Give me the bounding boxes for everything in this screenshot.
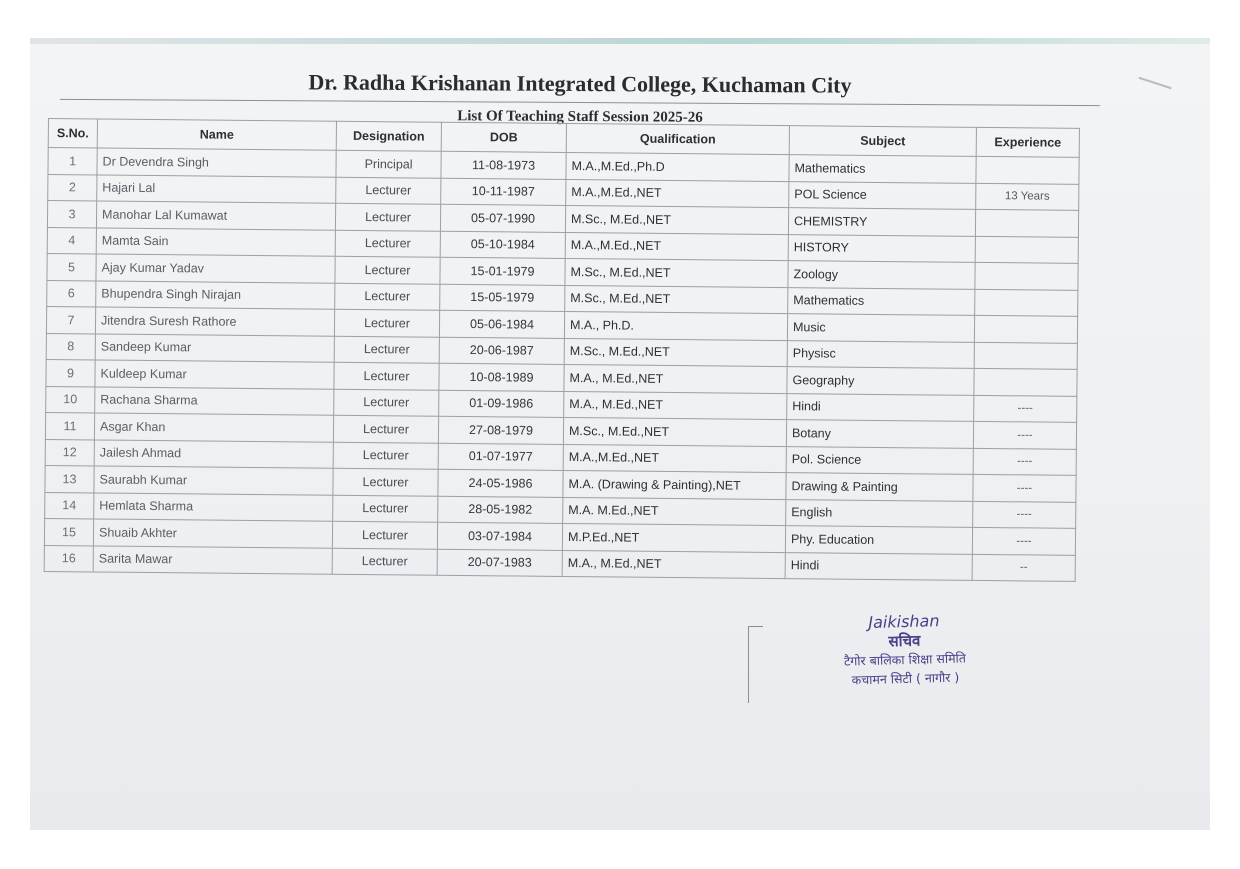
cell-designation: Lecturer: [335, 230, 440, 258]
header-name: Name: [97, 119, 336, 150]
cell-name: Kuldeep Kumar: [95, 360, 334, 389]
handwritten-signature: Jaikishan: [868, 611, 940, 632]
cell-sno: 7: [46, 306, 95, 333]
cell-subject: English: [786, 499, 973, 527]
cell-qualification: M.A. M.Ed.,NET: [563, 497, 786, 526]
cell-sno: 2: [48, 174, 97, 201]
cell-qualification: M.A., M.Ed.,NET: [564, 391, 787, 420]
cell-dob: 10-08-1989: [439, 363, 564, 391]
cell-experience: [975, 209, 1078, 236]
cell-designation: Lecturer: [336, 177, 441, 205]
cell-subject: CHEMISTRY: [788, 208, 975, 236]
cell-designation: Lecturer: [333, 468, 438, 496]
header-subject: Subject: [789, 126, 976, 157]
cell-qualification: M.A., M.Ed.,NET: [562, 550, 785, 579]
cell-sno: 8: [46, 333, 95, 360]
cell-dob: 15-01-1979: [440, 257, 565, 285]
cell-dob: 27-08-1979: [438, 416, 563, 444]
cell-subject: Physisc: [787, 340, 974, 368]
cell-experience: [974, 368, 1077, 395]
cell-name: Hemlata Sharma: [94, 492, 333, 521]
cell-dob: 05-06-1984: [439, 310, 564, 338]
cell-sno: 15: [44, 518, 93, 545]
cell-dob: 01-07-1977: [438, 443, 563, 471]
cell-designation: Lecturer: [332, 521, 437, 549]
stamp-bracket-mark: [748, 626, 763, 703]
list-subtitle: List Of Teaching Staff Session 2025-26: [457, 108, 703, 126]
header-experience: Experience: [976, 127, 1079, 157]
cell-dob: 05-10-1984: [440, 231, 565, 259]
cell-subject: Geography: [787, 367, 974, 395]
cell-designation: Lecturer: [334, 309, 439, 337]
cell-name: Jitendra Suresh Rathore: [95, 307, 334, 336]
cell-subject: Pol. Science: [786, 446, 973, 474]
cell-subject: POL Science: [789, 181, 976, 209]
signatory-organization: टैगोर बालिका शिक्षा समिति: [843, 650, 967, 669]
paper-edge: [30, 38, 1210, 44]
cell-dob: 20-07-1983: [437, 549, 562, 577]
header-dob: DOB: [441, 122, 566, 152]
teaching-staff-table: [44, 118, 1080, 582]
cell-sno: 14: [45, 492, 94, 519]
cell-sno: 12: [45, 439, 94, 466]
cell-dob: 10-11-1987: [441, 178, 566, 206]
cell-dob: 11-08-1973: [441, 151, 566, 179]
cell-qualification: M.A., M.Ed.,NET: [564, 364, 787, 393]
cell-dob: 28-05-1982: [438, 496, 563, 524]
header-qualification: Qualification: [566, 123, 789, 154]
cell-name: Mamta Sain: [96, 227, 335, 256]
cell-sno: 5: [47, 253, 96, 280]
cell-qualification: M.Sc., M.Ed.,NET: [564, 338, 787, 367]
cell-dob: 15-05-1979: [440, 284, 565, 312]
cell-qualification: M.A.,M.Ed.,NET: [566, 179, 789, 208]
cell-designation: Lecturer: [335, 283, 440, 311]
cell-subject: Mathematics: [789, 155, 976, 183]
cell-subject: Drawing & Painting: [786, 473, 973, 501]
cell-name: Shuaib Akhter: [93, 519, 332, 548]
cell-subject: Phy. Education: [785, 526, 972, 554]
cell-name: Rachana Sharma: [95, 386, 334, 415]
header-designation: Designation: [336, 121, 441, 151]
cell-name: Sarita Mawar: [93, 545, 332, 574]
cell-subject: Mathematics: [788, 287, 975, 315]
cell-sno: 13: [45, 465, 94, 492]
cell-name: Dr Devendra Singh: [97, 148, 336, 177]
cell-experience: [975, 262, 1078, 289]
cell-designation: Lecturer: [334, 389, 439, 417]
cell-sno: 9: [46, 359, 95, 386]
cell-qualification: M.A.,M.Ed.,NET: [563, 444, 786, 473]
cell-experience: ----: [973, 474, 1076, 501]
cell-designation: Lecturer: [334, 336, 439, 364]
staff-list-sheet: [48, 60, 1100, 600]
cell-qualification: M.A. (Drawing & Painting),NET: [563, 470, 786, 499]
cell-experience: 13 Years: [976, 183, 1079, 210]
signature-block: [809, 610, 1002, 715]
cell-subject: Zoology: [788, 261, 975, 289]
cell-sno: 10: [46, 386, 95, 413]
signatory-place: कचामन सिटी ( नागौर ): [851, 669, 960, 688]
cell-designation: Lecturer: [332, 548, 437, 576]
cell-subject: HISTORY: [788, 234, 975, 262]
cell-dob: 05-07-1990: [440, 204, 565, 232]
cell-experience: [974, 342, 1077, 369]
cell-sno: 3: [47, 201, 96, 228]
cell-experience: ----: [972, 527, 1075, 554]
cell-subject: Hindi: [785, 552, 972, 580]
cell-designation: Lecturer: [333, 495, 438, 523]
table-body: [44, 148, 1079, 582]
cell-name: Jailesh Ahmad: [94, 439, 333, 468]
cell-experience: [975, 236, 1078, 263]
cell-experience: [976, 156, 1079, 183]
cell-experience: ----: [973, 448, 1076, 475]
college-title: Dr. Radha Krishanan Integrated College, Kuchaman City: [60, 63, 1100, 106]
cell-subject: Botany: [786, 420, 973, 448]
cell-name: Ajay Kumar Yadav: [96, 254, 335, 283]
cell-name: Sandeep Kumar: [95, 333, 334, 362]
cell-name: Saurabh Kumar: [94, 466, 333, 495]
cell-experience: ----: [973, 421, 1076, 448]
cell-qualification: M.Sc., M.Ed.,NET: [565, 258, 788, 287]
cell-name: Hajari Lal: [97, 174, 336, 203]
cell-qualification: M.Sc., M.Ed.,NET: [565, 205, 788, 234]
cell-designation: Principal: [336, 150, 441, 178]
cell-name: Bhupendra Singh Nirajan: [96, 280, 335, 309]
cell-designation: Lecturer: [335, 203, 440, 231]
header-sno: S.No.: [48, 119, 97, 148]
cell-qualification: M.Sc., M.Ed.,NET: [563, 417, 786, 446]
cell-designation: Lecturer: [333, 442, 438, 470]
cell-sno: 16: [44, 545, 93, 572]
cell-dob: 20-06-1987: [439, 337, 564, 365]
cell-qualification: M.Sc., M.Ed.,NET: [565, 285, 788, 314]
cell-qualification: M.A.,M.Ed.,NET: [565, 232, 788, 261]
cell-sno: 1: [48, 148, 97, 175]
cell-designation: Lecturer: [333, 415, 438, 443]
cell-qualification: M.P.Ed.,NET: [562, 523, 785, 552]
cell-sno: 11: [45, 412, 94, 439]
cell-experience: ----: [973, 501, 1076, 528]
cell-designation: Lecturer: [334, 362, 439, 390]
cell-sno: 6: [47, 280, 96, 307]
cell-designation: Lecturer: [335, 256, 440, 284]
cell-experience: --: [972, 554, 1075, 581]
cell-subject: Music: [787, 314, 974, 342]
cell-experience: [975, 289, 1078, 316]
cell-name: Asgar Khan: [94, 413, 333, 442]
cell-dob: 01-09-1986: [439, 390, 564, 418]
cell-name: Manohar Lal Kumawat: [96, 201, 335, 230]
signatory-role: सचिव: [888, 631, 921, 651]
cell-experience: ----: [974, 395, 1077, 422]
cell-qualification: M.A., Ph.D.: [564, 311, 787, 340]
cell-dob: 03-07-1984: [437, 522, 562, 550]
cell-sno: 4: [47, 227, 96, 254]
cell-subject: Hindi: [787, 393, 974, 421]
cell-experience: [974, 315, 1077, 342]
cell-dob: 24-05-1986: [438, 469, 563, 497]
cell-qualification: M.A.,M.Ed.,Ph.D: [566, 152, 789, 181]
